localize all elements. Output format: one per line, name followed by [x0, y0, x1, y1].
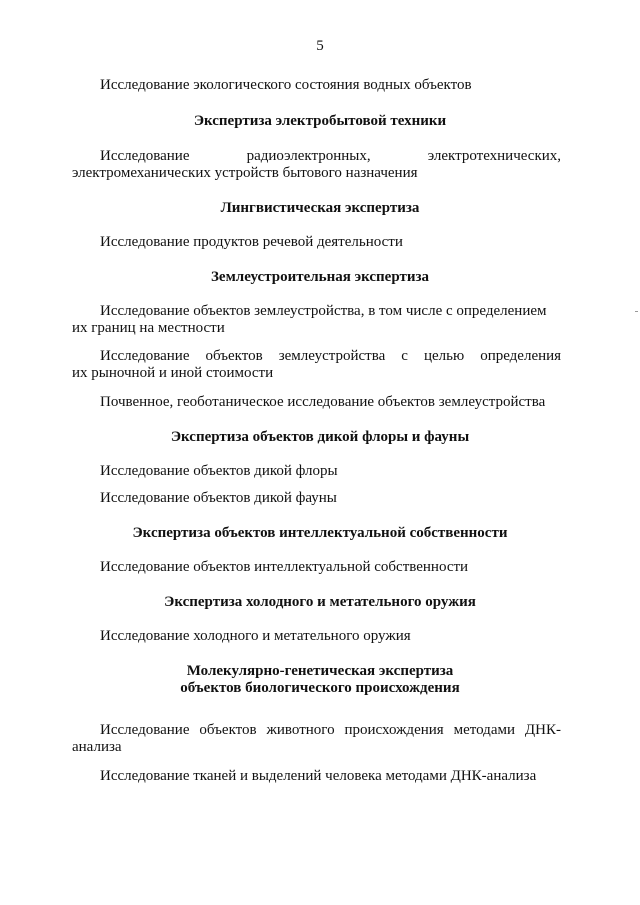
heading-intellectual-property: Экспертиза объектов интеллектуальной собственности — [132, 525, 508, 541]
heading-flora-fauna: Экспертиза объектов дикой флоры и фауны — [170, 429, 470, 445]
heading-land-management: Землеустроительная экспертиза — [211, 269, 429, 285]
word: происхождения — [344, 722, 444, 738]
word: электротехнических, — [427, 148, 562, 164]
item-dna-animal-line-1 — [100, 721, 561, 739]
heading-weapons: Экспертиза холодного и метательного оружия — [164, 594, 476, 610]
item-intellectual-property: Исследование объектов интеллектуальной собственности — [100, 559, 469, 575]
word: Исследование — [100, 722, 190, 738]
word: Исследование — [100, 148, 190, 164]
word: ДНК- — [524, 722, 561, 738]
item-water-ecology: Исследование экологического состояния водных объектов — [100, 77, 472, 93]
heading-dna-line-1: Молекулярно-генетическая экспертиза — [186, 663, 454, 679]
item-wild-fauna: Исследование объектов дикой фауны — [100, 490, 337, 506]
word: Исследование — [100, 348, 190, 364]
item-weapons: Исследование холодного и метательного оружия — [100, 628, 411, 644]
word: объектов — [205, 348, 263, 364]
scan-mark — [635, 311, 638, 312]
word: методами — [453, 722, 515, 738]
item-dna-human-tissue: Исследование тканей и выделений человека методами ДНК-анализа — [100, 768, 537, 784]
word: животного — [266, 722, 335, 738]
item-wild-flora: Исследование объектов дикой флоры — [100, 463, 338, 479]
word: радиоэлектронных, — [246, 148, 371, 164]
item-electro-line-2: электромеханических устройств бытового назначения — [72, 165, 418, 181]
item-soil-research: Почвенное, геоботаническое исследование объектов землеустройства — [100, 394, 546, 410]
item-land-boundaries-line-1: Исследование объектов землеустройства, в том числе с определением — [100, 303, 547, 319]
item-land-boundaries-line-2: их границ на местности — [72, 320, 225, 336]
page-number: 5 — [316, 38, 324, 54]
word: целью — [423, 348, 465, 364]
word: объектов — [199, 722, 257, 738]
heading-linguistic: Лингвистическая экспертиза — [220, 200, 420, 216]
word: землеустройства — [278, 348, 386, 364]
item-dna-animal-line-2: анализа — [72, 739, 122, 755]
item-land-value-line-1 — [100, 347, 561, 365]
item-speech-products: Исследование продуктов речевой деятельности — [100, 234, 403, 250]
word: с — [401, 348, 408, 364]
item-electro-line-1 — [100, 147, 561, 165]
word: определения — [480, 348, 562, 364]
heading-dna-line-2: объектов биологического происхождения — [180, 680, 460, 696]
heading-electro-appliances: Экспертиза электробытовой техники — [193, 113, 447, 129]
item-land-value-line-2: их рыночной и иной стоимости — [72, 365, 274, 381]
